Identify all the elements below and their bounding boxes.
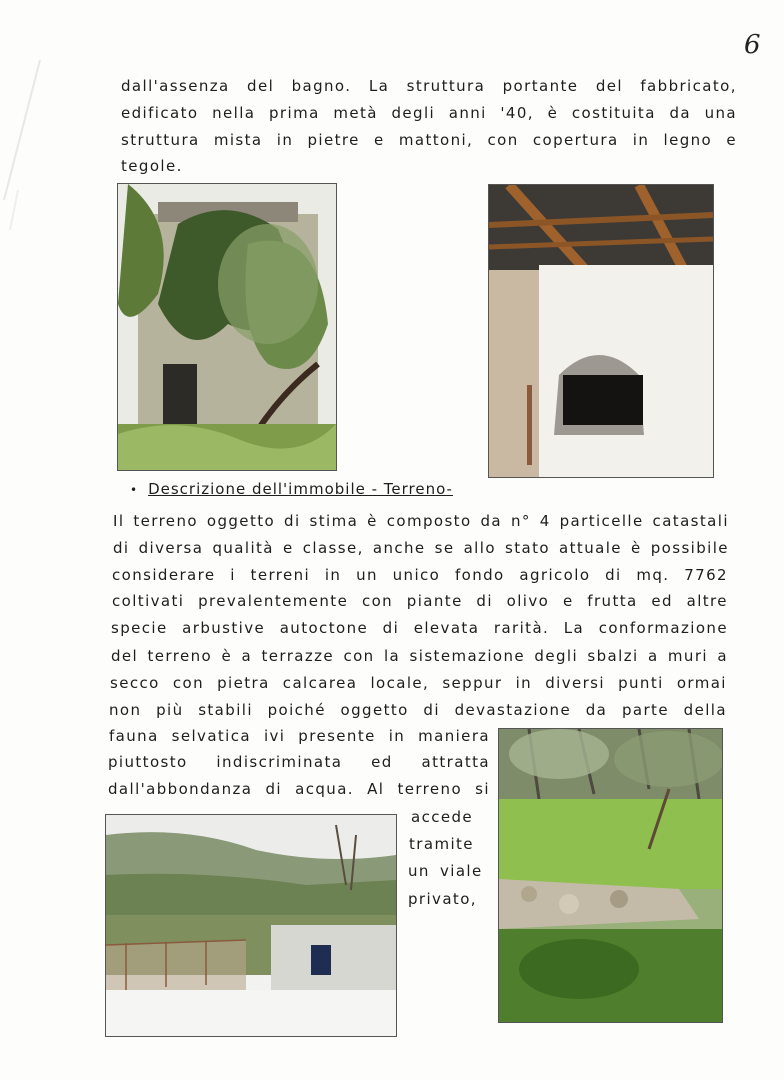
narrow-line: privato, <box>408 890 477 908</box>
body-line: considerare i terreni in un unico fondo agricolo di mq. 7762 <box>112 566 728 584</box>
scan-edge-mark <box>0 0 60 240</box>
wrap-line: fauna selvatica ivi presente in maniera <box>109 727 490 745</box>
body-line: non più stabili poiché oggetto di devastazione da parte della <box>109 701 727 719</box>
page-number: 6 <box>744 30 761 60</box>
wrap-line: piuttosto indiscriminata ed attratta <box>108 753 490 771</box>
body-line: specie arbustive autoctone di elevata rarità. La conformazione <box>111 619 728 637</box>
bullet-icon: • <box>130 483 139 497</box>
photo-ivy-covered-building <box>117 183 337 471</box>
intro-line: dall'assenza del bagno. La struttura portante del fabbricato, <box>121 77 737 95</box>
wrap-line: dall'abbondanza di acqua. Al terreno si <box>108 780 490 798</box>
photo-landscape-hills-stone-wall <box>105 814 397 1037</box>
body-line: di diversa qualità e classe, anche se allo stato attuale è possibile <box>113 539 729 557</box>
intro-line: struttura mista in pietre e mattoni, con copertura in legno e <box>121 131 737 149</box>
intro-line: edificato nella prima metà degli anni '40, è costituita da una <box>121 104 737 122</box>
body-line: Il terreno oggetto di stima è composto da n° 4 particelle catastali <box>113 512 729 530</box>
body-line: del terreno è a terrazze con la sistemazione degli sbalzi a muri a <box>111 647 728 665</box>
intro-line: tegole. <box>121 157 183 175</box>
photo-grassy-terrace-stone-wall <box>498 728 723 1023</box>
narrow-line: accede <box>411 808 474 826</box>
body-line: coltivati prevalentemente con piante di olivo e frutta ed altre <box>112 592 728 610</box>
narrow-line: tramite <box>409 835 474 853</box>
body-line: secco con pietra calcarea locale, seppur in diversi punti ormai <box>110 674 727 692</box>
narrow-line: un viale <box>408 862 483 880</box>
section-heading: • Descrizione dell'immobile - Terreno- <box>130 480 453 498</box>
photo-interior-wooden-beams-oven <box>488 184 714 478</box>
